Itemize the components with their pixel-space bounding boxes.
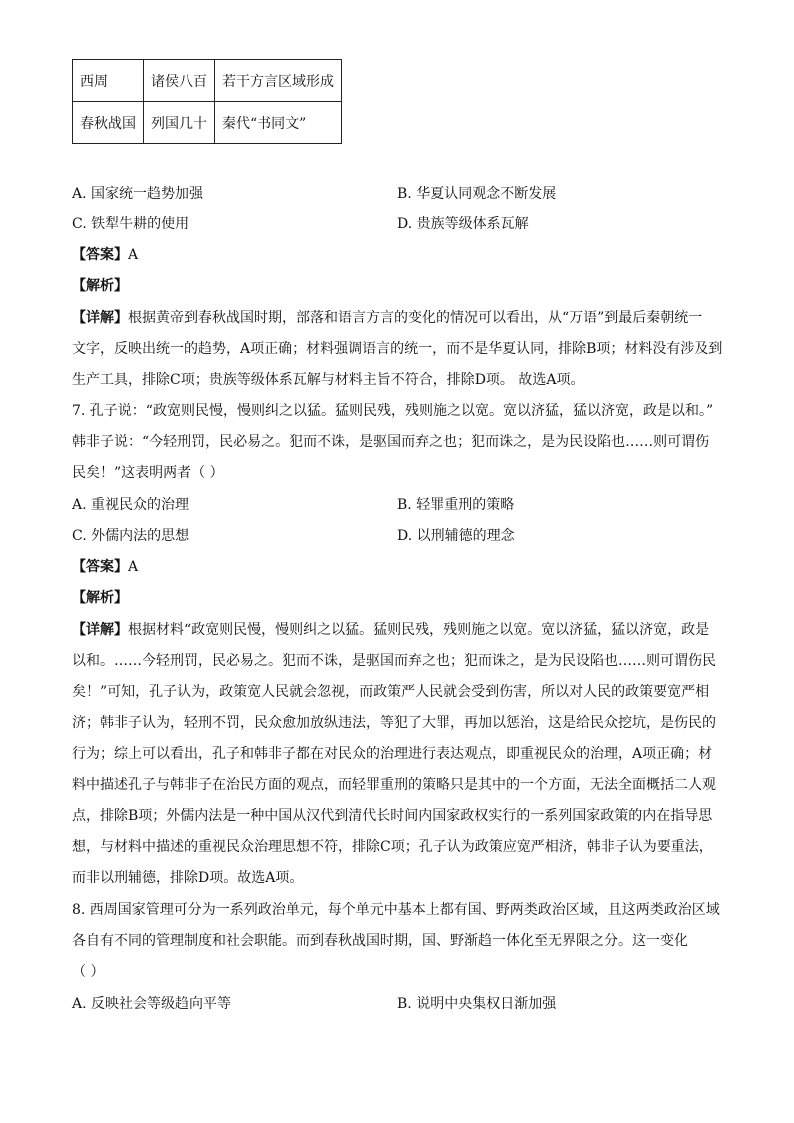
q7-stem-line: 7. 孔子说：“政宽则民慢，慢则纠之以猛。猛则民残，残则施之以宽。宽以济猛，猛以济宽，政是以和。” [72,403,714,419]
table-cell: 西周 [73,60,144,102]
q7-detail-line: 矣！”可知，孔子认为，政策宽人民就会忽视，而政策严人民就会受到伤害，所以对人民的政策要宽严相 [72,684,710,700]
q6-detail-line: 生产工具，排除C项；贵族等级体系瓦解与材料主旨不符合，排除D项。 故选A项。 [72,372,585,388]
q7-stem-line: 民矣！”这表明两者（ ） [72,465,224,481]
detail-text: 根据材料“政宽则民慢，慢则纠之以猛。猛则民残，残则施之以宽。宽以济猛，猛以济宽，政是 [128,622,710,638]
q6-option-d: D. 贵族等级体系瓦解 [397,216,529,232]
q8-stem-line: 各自有不同的管理制度和社会职能。而到春秋战国时期，国、野渐趋一体化至无界限之分。这一变化 [72,933,688,949]
q7-analysis-tag [72,588,128,608]
q7-detail-line: 料中描述孔子与韩非子在治民方面的观点，而轻罪重刑的策略只是其中的一个方面，无法全面概括二人观 [72,777,716,793]
q6-analysis-tag [72,276,128,296]
table-cell: 秦代“书同文” [215,102,342,144]
q8-option-b: B. 说明中央集权日渐加强 [397,996,557,1012]
table-cell: 若干方言区域形成 [215,60,342,102]
answer-tag: 【答案】 [72,559,128,575]
q7-detail-line: 而非以刑辅德，排除D项。故选A项。 [72,870,304,886]
analysis-tag: 【解析】 [72,278,128,294]
q6-answer [72,245,138,265]
table-cell: 诸侯八百 [144,60,215,102]
q7-answer [72,557,138,577]
q8-option-a: A. 反映社会等级趋向平等 [72,996,232,1012]
table-cell: 列国几十 [144,102,215,144]
q7-detail-line: 以和。……今轻刑罚，民必易之。犯而不诛，是驱国而弃之也；犯而诛之，是为民设陷也……则可谓伤民 [72,653,716,669]
q7-detail-line: 行为；综上可以看出，孔子和韩非子都在对民众的治理进行表达观点，即重视民众的治理，A项正确；材 [72,746,713,762]
q7-stem-line: 韩非子说：“今轻刑罚，民必易之。犯而不诛，是驱国而弃之也；犯而诛之，是为民设陷也……则可谓伤 [72,434,710,450]
q7-detail-line: 点，排除B项；外儒内法是一种中国从汉代到清代长时间内国家政权实行的一系列国家政策的内在指导思 [72,808,713,824]
detail-tag: 【详解】 [72,310,128,326]
q6-option-a: A. 国家统一趋势加强 [72,186,204,202]
detail-tag: 【详解】 [72,622,128,638]
q7-detail-line: 想，与材料中描述的重视民众治理思想不符，排除C项；孔子认为政策应宽严相济，韩非子认为要重法， [72,839,713,855]
q8-stem-line: （ ） [72,964,105,980]
q7-detail-line: 济；韩非子认为，轻刑不罚，民众愈加放纵违法，等犯了大罪，再加以惩治，这是给民众挖坑，是伤民的 [72,715,716,731]
q7-option-b: B. 轻罪重刑的策略 [397,497,515,513]
source-table [72,59,342,144]
answer-value: A [128,559,139,575]
q6-option-c: C. 铁犁牛耕的使用 [72,216,190,232]
analysis-tag: 【解析】 [72,590,128,606]
q7-option-d: D. 以刑辅德的理念 [397,528,515,544]
q6-option-b: B. 华夏认同观念不断发展 [397,186,557,202]
q6-detail-line [72,308,702,328]
q7-detail-line [72,620,709,640]
table-cell: 春秋战国 [73,102,144,144]
q8-stem-line: 8. 西周国家管理可分为一系列政治单元，每个单元中基本上都有国、野两类政治区域，且这两类政治区域 [72,902,720,918]
answer-value: A [128,247,139,263]
q6-detail-line: 文字，反映出统一的趋势，A项正确；材料强调语言的统一，而不是华夏认同，排除B项；材料没有涉及到 [72,341,723,357]
detail-text: 根据黄帝到春秋战国时期，部落和语言方言的变化的情况可以看出，从“万语”到最后秦朝统一 [128,310,703,326]
q7-option-c: C. 外儒内法的思想 [72,528,190,544]
table-row [73,102,342,144]
answer-tag: 【答案】 [72,247,128,263]
table-row [73,60,342,102]
q7-option-a: A. 重视民众的治理 [72,497,190,513]
